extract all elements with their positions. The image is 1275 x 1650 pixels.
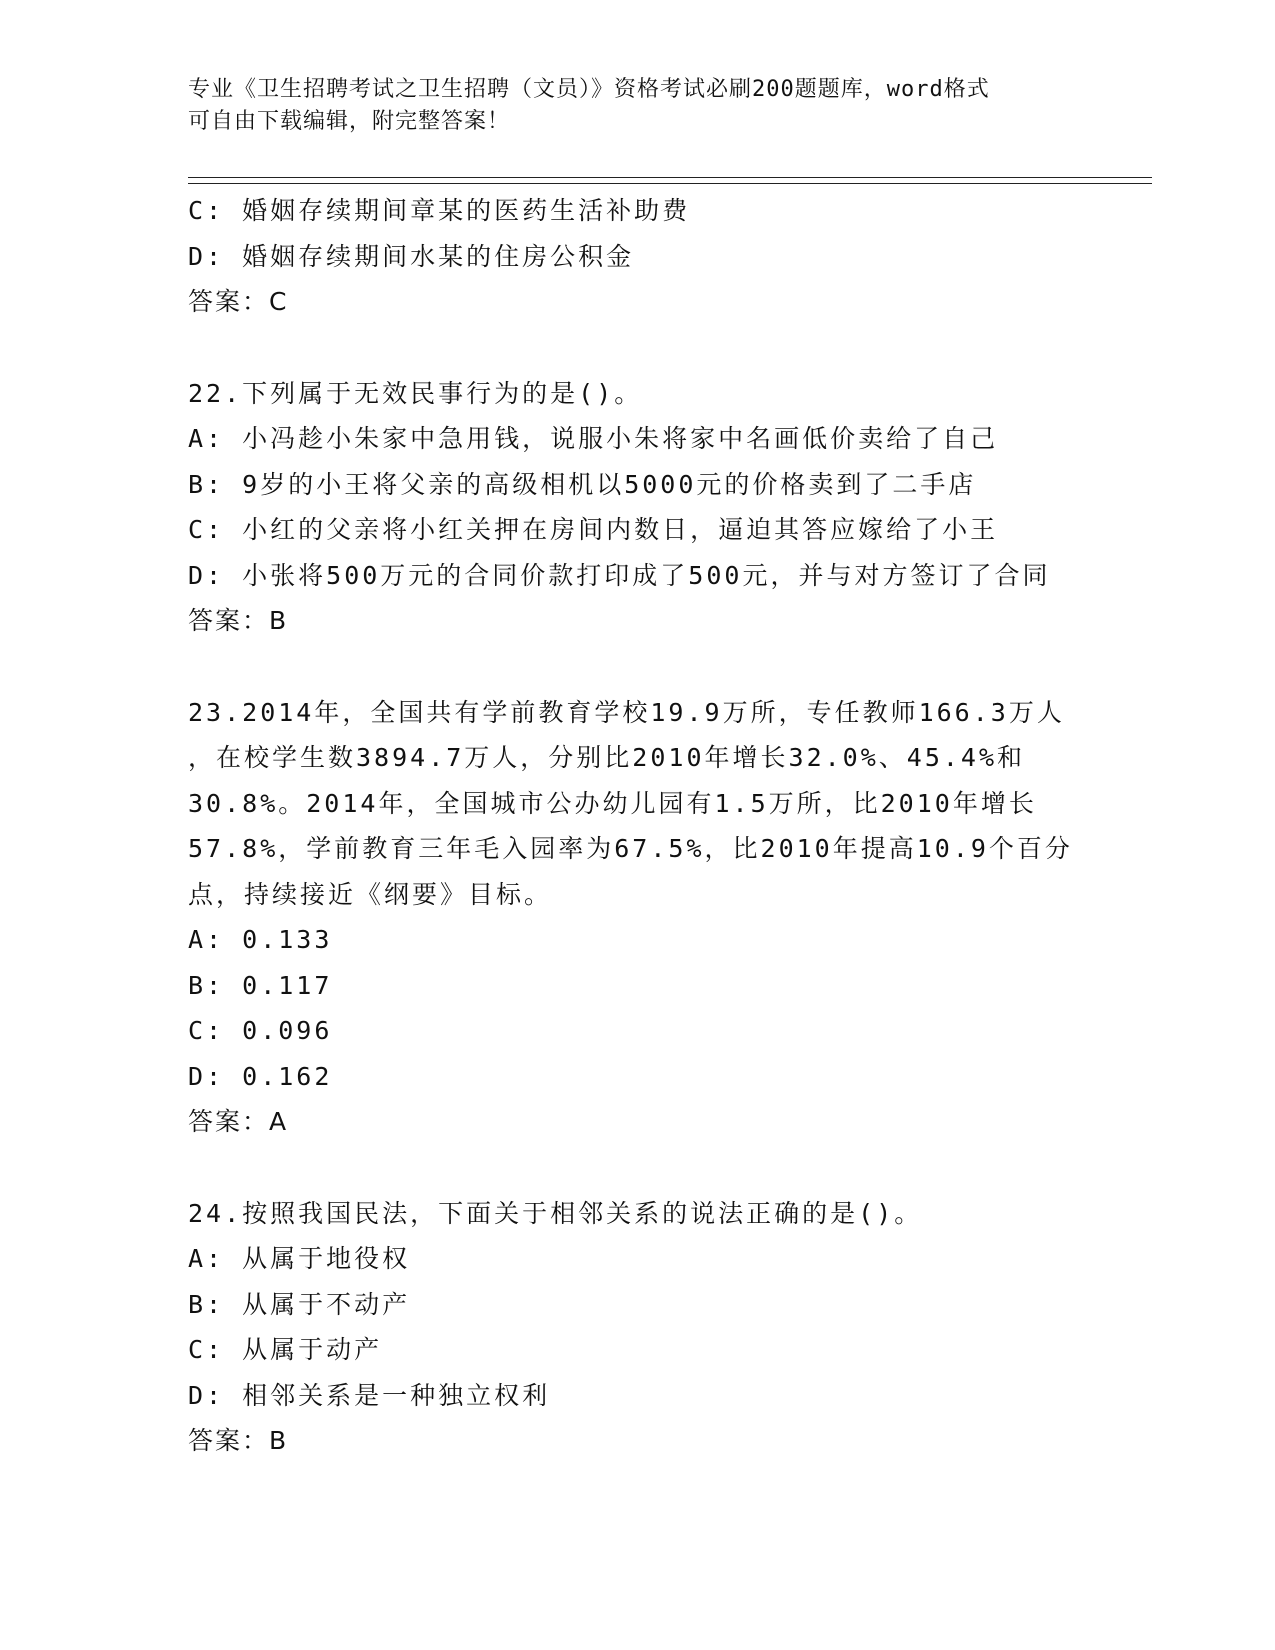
option-d: D: 0.162 [188, 1061, 333, 1091]
question-stem: 22.下列属于无效民事行为的是()。 [188, 378, 643, 408]
header-rule-bottom [188, 183, 1152, 184]
option-d: D: 小张将500万元的合同价款打印成了500元，并与对方签订了合同 [188, 560, 1051, 590]
answer-label: 答案：A [188, 1107, 289, 1136]
spacer [188, 1145, 1088, 1191]
answer-label: 答案：C [188, 287, 289, 316]
option-c: C: 婚姻存续期间章某的医药生活补助费 [188, 196, 691, 225]
question-stem: 24.按照我国民法，下面关于相邻关系的说法正确的是()。 [188, 1198, 923, 1228]
answer-label: 答案：B [188, 1426, 289, 1455]
question-stem-line-3: 30.8%。2014年，全国城市公办幼儿园有1.5万所，比2010年增长 [188, 788, 1037, 818]
question-stem-line-2: ，在校学生数3894.7万人，分别比2010年增长32.0%、45.4%和 [188, 743, 1026, 772]
option-d: D: 婚姻存续期间水某的住房公积金 [188, 241, 635, 271]
question-21 [188, 188, 1088, 325]
option-a: A: 小冯趁小朱家中急用钱，说服小朱将家中名画低价卖给了自己 [188, 424, 999, 453]
spacer [188, 325, 1088, 371]
answer-label: 答案：B [188, 606, 289, 635]
header-title-line-2: 可自由下载编辑，附完整答案！ [188, 109, 511, 134]
option-d: D: 相邻关系是一种独立权利 [188, 1380, 551, 1410]
question-23 [188, 690, 1088, 1145]
question-24 [188, 1191, 1088, 1464]
header-title-line-1: 专业《卫生招聘考试之卫生招聘（文员）》资格考试必刷200题题库，word格式 [188, 77, 990, 102]
option-b: B: 9岁的小王将父亲的高级相机以5000元的价格卖到了二手店 [188, 469, 977, 499]
question-stem-line-5: 点，持续接近《纲要》目标。 [188, 879, 553, 909]
spacer [188, 644, 1088, 690]
option-c: C: 小红的父亲将小红关押在房间内数日，逼迫其答应嫁给了小王 [188, 515, 999, 544]
header-rule-top [188, 177, 1152, 178]
question-stem-line-1: 23.2014年，全国共有学前教育学校19.9万所，专任教师166.3万人 [188, 697, 1065, 727]
option-b: B: 从属于不动产 [188, 1289, 411, 1319]
document-header [188, 74, 1068, 138]
question-stem-line-4: 57.8%，学前教育三年毛入园率为67.5%，比2010年提高10.9个百分 [188, 834, 1073, 863]
question-22 [188, 371, 1088, 644]
option-a: A: 0.133 [188, 925, 333, 954]
option-b: B: 0.117 [188, 970, 333, 1000]
option-c: C: 从属于动产 [188, 1335, 383, 1364]
option-a: A: 从属于地役权 [188, 1244, 411, 1273]
option-c: C: 0.096 [188, 1016, 333, 1045]
document-body [188, 188, 1088, 1464]
